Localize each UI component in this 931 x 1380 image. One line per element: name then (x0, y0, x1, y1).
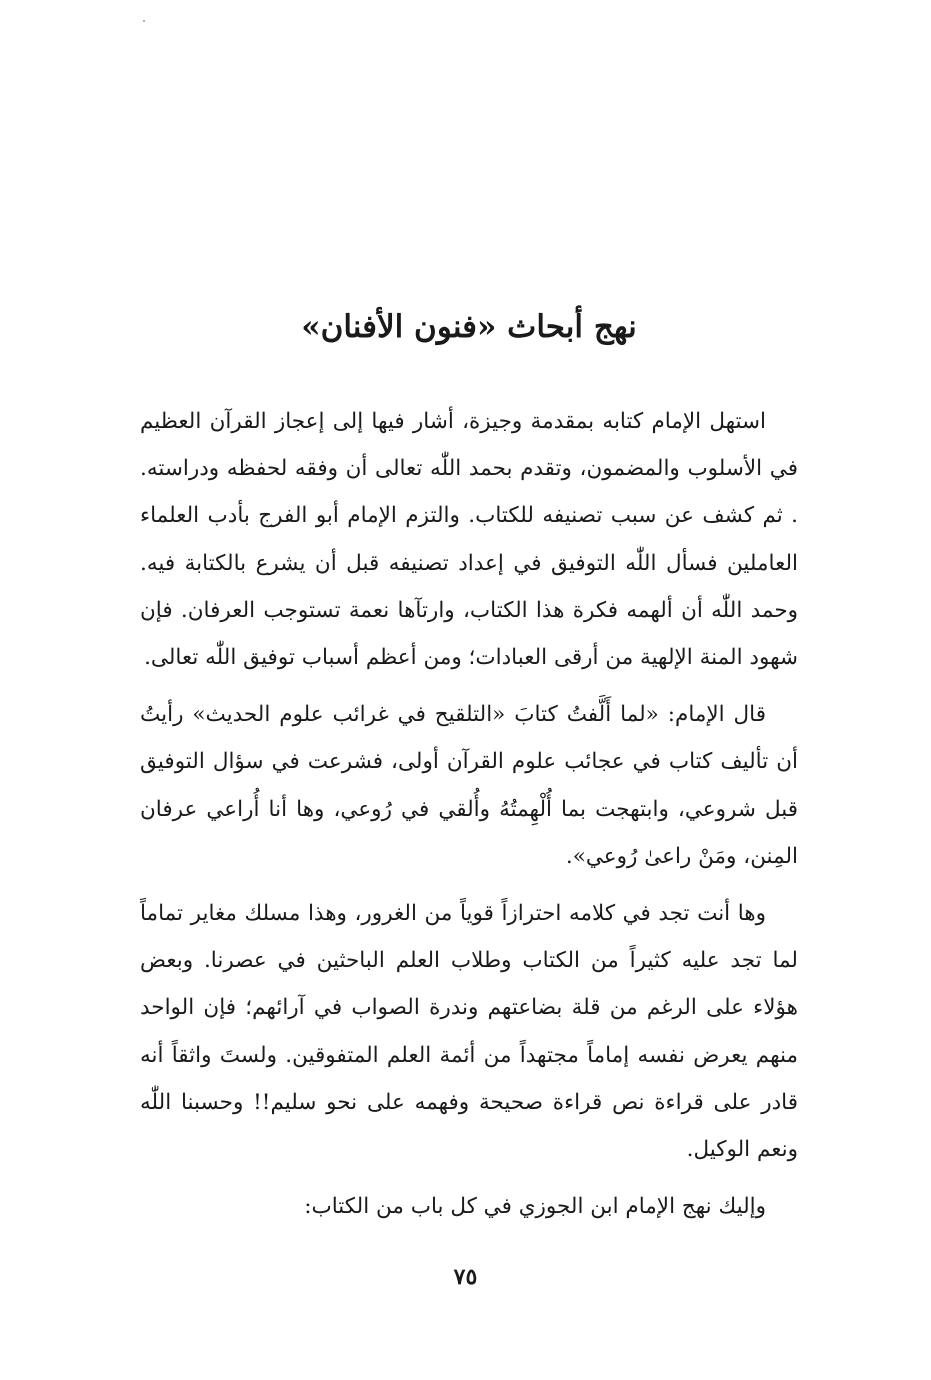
body-text (140, 398, 798, 1230)
page-number: ٧٥ (453, 1264, 478, 1290)
section-title: نهج أبحاث «فنون الأفنان» (301, 309, 637, 345)
paragraph-transition: وإليك نهج الإمام ابن الجوزي في كل باب من الكتاب: (304, 1194, 766, 1220)
scan-speck (143, 20, 145, 22)
paragraph-imam-quote: قال الإمام: «لما أَلَّفتُ كتابَ «التلقيح في غرائب علوم الحديث» رأيتُ أن تأليف كتاب في عجائب علوم القرآن أولى، فشرعت في سؤال التوفيق قبل شروعي، وابتهجت بما أُلْهِمتُهُ وأُلقي في رُوعي، وها أنا أُراعي عرفان المِنن، ومَنْ راعىٰ رُوعي». (140, 702, 798, 869)
paragraph-commentary: وها أنت تجد في كلامه احترازاً قوياً من الغرور، وهذا مسلك مغاير تماماً لما تجد عليه كثيراً من الكتاب وطلاب العلم الباحثين في عصرنا. وبعض هؤلاء على الرغم من قلة بضاعتهم وندرة الصواب في آرائهم؛ فإن الواحد منهم يعرض نفسه إماماً مجتهداً من أئمة العلم المتفوقين. ولستَ واثقاً أنه قادر على قراءة نص قراءة صحيحة وفهمه على نحو سليم!! وحسبنا اللّٰه ونعم الوكيل. (140, 901, 798, 1163)
paragraph-introduction: استهل الإمام كتابه بمقدمة وجيزة، أشار فيها إلى إعجاز القرآن العظيم في الأسلوب والمضمون، وتقدم بحمد اللّٰه تعالى أن وفقه لحفظه ودراسته. . ثم كشف عن سبب تصنيفه للكتاب. والتزم الإمام أبو الفرج بأدب العلماء العاملين فسأل اللّٰه التوفيق في إعداد تصنيفه قبل أن يشرع بالكتابة فيه. وحمد اللّٰه أن ألهمه فكرة هذا الكتاب، وارتآها نعمة تستوجب العرفان. فإن شهود المنة الإلهية من أرقى العبادات؛ ومن أعظم أسباب توفيق اللّٰه تعالى. (140, 409, 798, 671)
